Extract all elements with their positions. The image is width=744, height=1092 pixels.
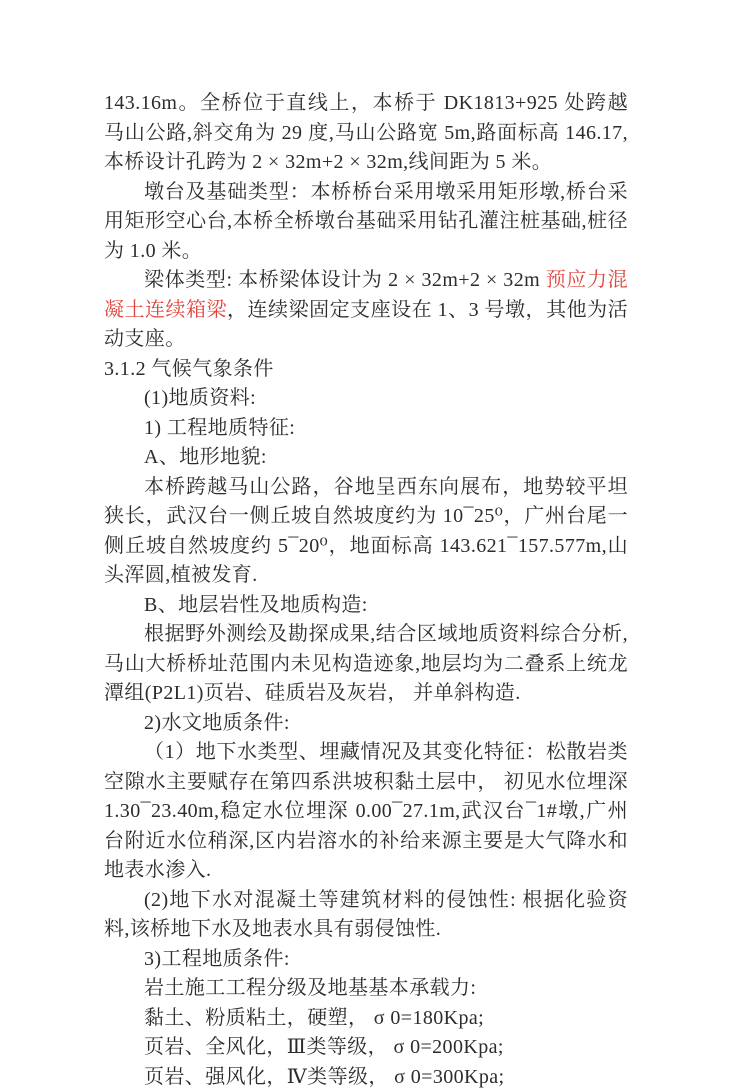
para-pier-foundation-type (104, 178, 628, 267)
text-run: 3)工程地质条件: (144, 948, 290, 970)
text-run: 3.1.2 气候气象条件 (104, 358, 274, 380)
text-run: 1) 工程地质特征: (144, 417, 295, 439)
item-terrain-landform (104, 443, 628, 473)
text-run: 2)水文地质条件: (144, 712, 290, 734)
para-bearing-capacity-intro (104, 974, 628, 1004)
item-engineering-geology-features (104, 414, 628, 444)
para-girder-type (104, 266, 628, 355)
text-run: B、地层岩性及地质构造: (144, 594, 368, 616)
text-run: 本桥跨越马山公路，谷地呈西东向展布，地势较平坦狭长，武汉台一侧丘坡自然坡度约为 10¯25⁰，广州台尾一侧丘坡自然坡度约 5¯20⁰，地面标高 143.621¯157.577m,山头浑圆,植被发育. (104, 476, 628, 587)
text-run: 页岩、全风化，Ⅲ类等级， σ 0=200Kpa; (144, 1036, 504, 1058)
item-strata-structure (104, 591, 628, 621)
text-run: 页岩、强风化，Ⅳ类等级， σ 0=300Kpa; (144, 1066, 505, 1088)
heading-climate-conditions (104, 355, 628, 385)
line-clay-bearing (104, 1004, 628, 1034)
item-engineering-geology-conditions (104, 945, 628, 975)
text-run: 墩台及基础类型：本桥桥台采用墩采用矩形墩,桥台采用矩形空心台,本桥全桥墩台基础采用钻孔灌注桩基础,桩径为 1.0 米。 (104, 181, 628, 262)
document-content (104, 89, 628, 1092)
text-run: 岩土施工工程分级及地基基本承载力: (144, 977, 476, 999)
para-bridge-alignment (104, 89, 628, 178)
text-run: A、地形地貌: (144, 446, 267, 468)
text-run: 梁体类型: 本桥梁体设计为 2 × 32m+2 × 32m (144, 269, 546, 291)
highlighted-text-run: 预应力混凝土连续箱梁 (104, 269, 628, 321)
line-shale-strongly-weathered (104, 1063, 628, 1092)
text-run: (1)地质资料: (144, 387, 256, 409)
para-terrain-description (104, 473, 628, 591)
text-run: 黏土、粉质粘土，硬塑， σ 0=180Kpa; (144, 1007, 484, 1029)
text-run: (2)地下水对混凝土等建筑材料的侵蚀性: 根据化验资料,该桥地下水及地表水具有弱侵蚀性. (104, 889, 628, 941)
text-run: 143.16m。全桥位于直线上，本桥于 DK1813+925 处跨越马山公路,斜交角为 29 度,马山公路宽 5m,路面标高 146.17,本桥设计孔跨为 2 × 32m+2 × 32m,线间距为 5 米。 (104, 92, 628, 173)
para-corrosiveness (104, 886, 628, 945)
text-run: ，连续梁固定支座设在 1、3 号墩，其他为活动支座。 (104, 299, 628, 351)
text-run: （1）地下水类型、埋藏情况及其变化特征：松散岩类空隙水主要赋存在第四系洪坡积黏土层中， 初见水位埋深 1.30¯23.40m,稳定水位埋深 0.00¯27.1m,武汉台¯1#墩,广州台附近水位稍深,区内岩溶水的补给来源主要是大气降水和地表水渗入. (104, 741, 628, 881)
para-strata-description (104, 620, 628, 709)
item-hydrogeology-conditions (104, 709, 628, 739)
item-geology-data (104, 384, 628, 414)
line-shale-fully-weathered (104, 1033, 628, 1063)
text-run: 根据野外测绘及勘探成果,结合区域地质资料综合分析,马山大桥桥址范围内未见构造迹象,地层均为二叠系上统龙潭组(P2L1)页岩、硅质岩及灰岩， 并单斜构造. (104, 623, 628, 704)
para-groundwater-description (104, 738, 628, 886)
